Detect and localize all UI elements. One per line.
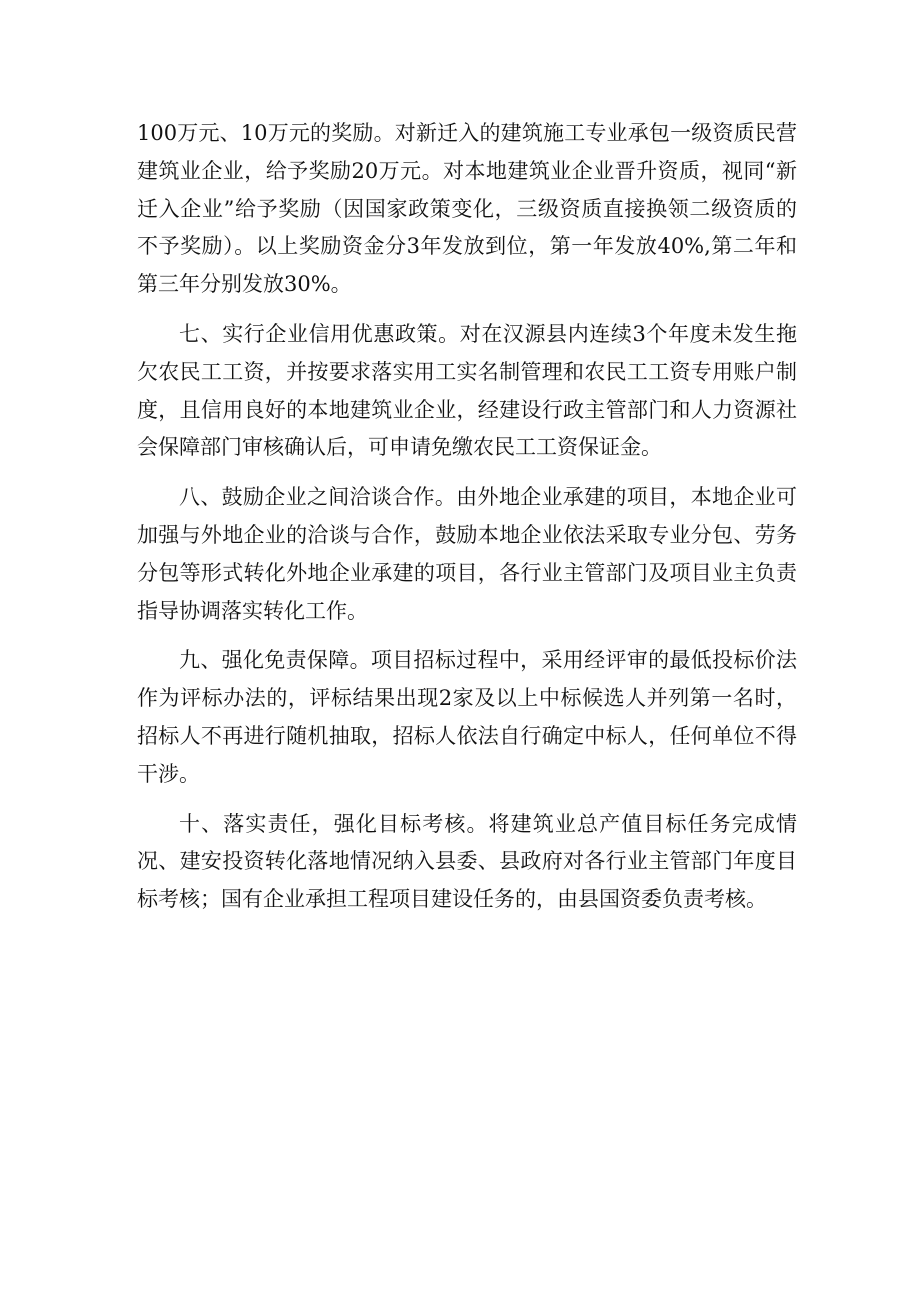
paragraph-section-9: 九、强化免责保障。项目招标过程中，采用经评审的最低投标价法作为评标办法的，评标结果出现2家及以上中标候选人并列第一名时，招标人不再进行随机抽取，招标人依法自行确定中标人，任何单位不得干涉。 <box>137 648 797 786</box>
paragraph-section-7: 七、实行企业信用优惠政策。对在汉源县内连续3个年度未发生拖欠农民工工资，并按要求落实用工实名制管理和农民工工资专用账户制度，且信用良好的本地建筑业企业，经建设行政主管部门和人力资源社会保障部门审核确认后，可申请免缴农民工工资保证金。 <box>137 321 797 460</box>
paragraph-continuation: 100万元、10万元的奖励。对新迁入的建筑施工专业承包一级资质民营建筑业企业，给予奖励20万元。对本地建筑业企业晋升资质，视同“新迁入企业”给予奖励（因国家政策变化，三级资质直接换领二级资质的不予奖励）。以上奖励资金分3年发放到位，第一年发放40%,第二年和第三年分别发放30%。 <box>137 121 797 297</box>
paragraph-section-8: 八、鼓励企业之间洽谈合作。由外地企业承建的项目，本地企业可加强与外地企业的洽谈与合作，鼓励本地企业依法采取专业分包、劳务分包等形式转化外地企业承建的项目，各行业主管部门及项目业主负责指导协调落实转化工作。 <box>137 485 797 623</box>
paragraph-section-10: 十、落实责任，强化目标考核。将建筑业总产值目标任务完成情况、建安投资转化落地情况纳入县委、县政府对各行业主管部门年度目标考核；国有企业承担工程项目建设任务的，由县国资委负责考核。 <box>137 811 797 912</box>
document-body <box>137 115 797 931</box>
